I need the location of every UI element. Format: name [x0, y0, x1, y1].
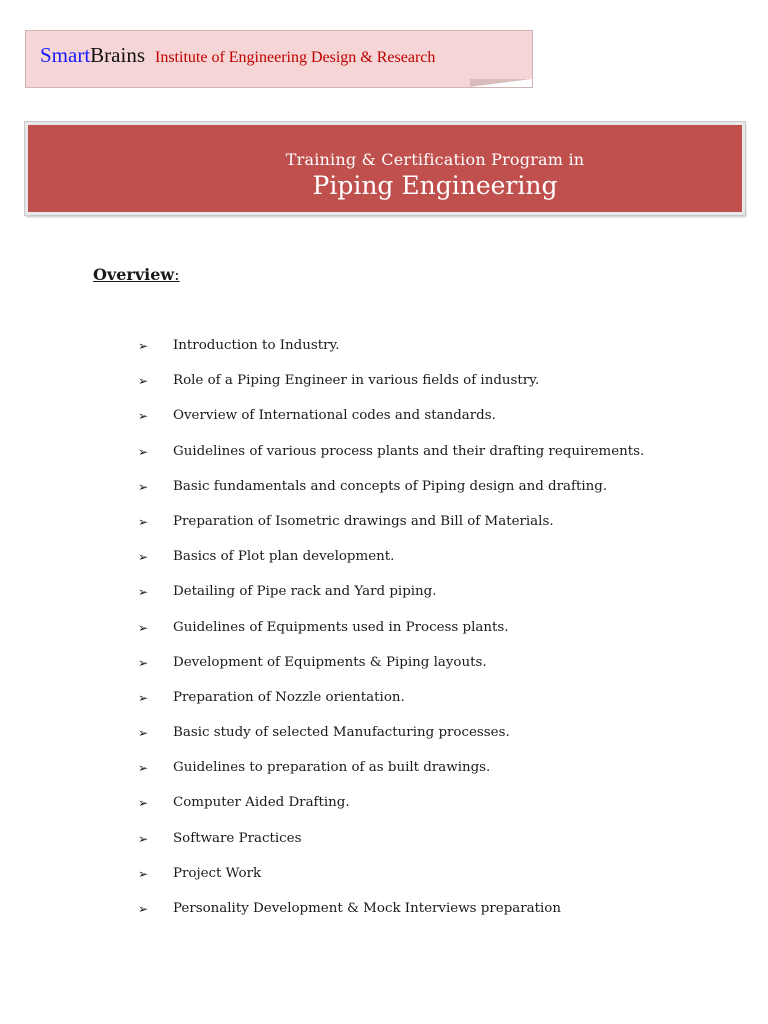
arrowhead-bullet-icon: ➢ — [138, 514, 149, 529]
arrowhead-bullet-icon: ➢ — [138, 726, 149, 741]
banner-title: Piping Engineering — [312, 171, 558, 200]
list-item-text: Preparation of Isometric drawings and Bill of Materials. — [173, 513, 554, 529]
arrowhead-bullet-icon: ➢ — [138, 866, 149, 881]
brand-line — [40, 43, 435, 68]
list-item-text: Project Work — [173, 865, 262, 881]
arrowhead-bullet-icon: ➢ — [138, 620, 149, 635]
page-curl-decoration — [470, 79, 532, 87]
overview-heading-colon: : — [174, 265, 180, 284]
arrowhead-bullet-icon: ➢ — [138, 339, 149, 353]
arrowhead-bullet-icon: ➢ — [138, 902, 149, 916]
list-item-text: Overview of International codes and standards. — [173, 408, 496, 424]
list-item-text: Computer Aided Drafting. — [173, 795, 350, 811]
list-item-text: Guidelines of various process plants and their drafting requirements. — [173, 443, 645, 459]
list-item-text: Introduction to Industry. — [173, 338, 340, 353]
arrowhead-bullet-icon: ➢ — [138, 479, 149, 494]
banner-subtitle: Training & Certification Program in — [285, 150, 585, 169]
list-item-text: Role of a Piping Engineer in various fields of industry. — [173, 373, 540, 389]
list-item-text: Basic study of selected Manufacturing processes. — [173, 725, 510, 741]
arrowhead-bullet-icon: ➢ — [138, 690, 149, 705]
overview-heading-text: Overview — [93, 265, 175, 284]
overview-heading — [93, 265, 180, 284]
arrowhead-bullet-icon: ➢ — [138, 655, 149, 670]
brand-brains: Brains — [90, 43, 145, 67]
arrowhead-bullet-icon: ➢ — [138, 374, 149, 389]
list-item-text: Development of Equipments & Piping layouts. — [173, 654, 487, 670]
list-item-text: Basics of Plot plan development. — [173, 549, 395, 565]
institute-name: Institute of Engineering Design & Research — [155, 49, 436, 66]
arrowhead-bullet-icon: ➢ — [138, 585, 149, 600]
arrowhead-bullet-icon: ➢ — [138, 409, 149, 424]
institute-header — [25, 30, 533, 88]
arrowhead-bullet-icon: ➢ — [138, 796, 149, 811]
arrowhead-bullet-icon: ➢ — [138, 550, 149, 565]
list-item-text: Guidelines of Equipments used in Process plants. — [173, 619, 509, 635]
brand-smart: Smart — [40, 43, 91, 67]
list-item-text: Software Practices — [173, 830, 302, 846]
arrowhead-bullet-icon: ➢ — [138, 831, 149, 846]
arrowhead-bullet-icon: ➢ — [138, 761, 149, 776]
list-item-text: Personality Development & Mock Interviews preparation — [173, 901, 561, 916]
arrowhead-bullet-icon: ➢ — [138, 444, 149, 459]
program-banner — [25, 122, 745, 215]
list-item-text: Guidelines to preparation of as built drawings. — [173, 760, 491, 776]
list-item-text: Basic fundamentals and concepts of Piping design and drafting. — [173, 478, 608, 494]
list-item-text: Detailing of Pipe rack and Yard piping. — [173, 584, 437, 600]
list-item-text: Preparation of Nozzle orientation. — [173, 689, 405, 705]
